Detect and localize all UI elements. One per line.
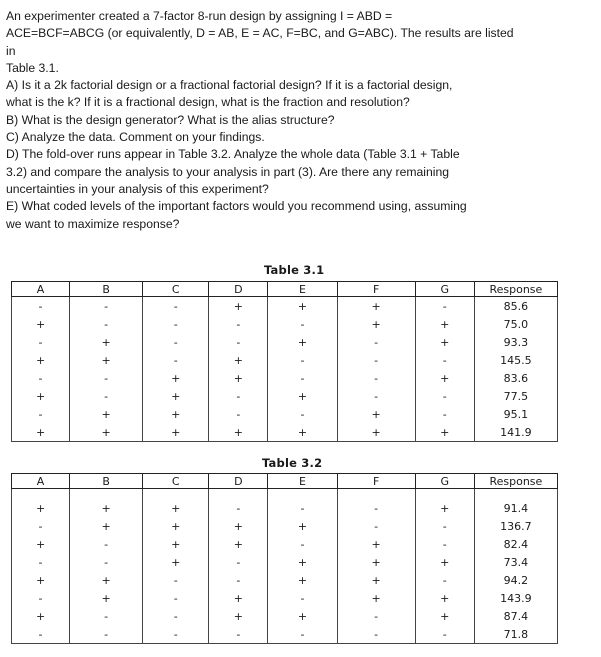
level-cell: -	[337, 607, 415, 625]
problem-line: D) The fold-over runs appear in Table 3.2. Analyze the whole data (Table 3.1 + Table	[6, 147, 460, 162]
level-cell: +	[70, 351, 143, 369]
level-cell: -	[12, 369, 70, 387]
level-cell: -	[337, 369, 415, 387]
response-cell: 87.4	[474, 607, 557, 625]
problem-line: what is the k? If it is a fractional design, what is the fraction and resolution?	[6, 95, 410, 110]
level-cell: -	[415, 571, 474, 589]
level-cell: +	[268, 607, 337, 625]
level-cell: +	[415, 315, 474, 333]
table-row	[12, 423, 558, 442]
level-cell: +	[337, 423, 415, 442]
level-cell: -	[143, 625, 209, 644]
level-cell: -	[209, 387, 268, 405]
level-cell: -	[268, 499, 337, 517]
level-cell: -	[12, 625, 70, 644]
column-header: E	[268, 474, 337, 489]
level-cell: +	[12, 423, 70, 442]
level-cell: -	[415, 405, 474, 423]
level-cell: -	[268, 535, 337, 553]
level-cell: -	[143, 589, 209, 607]
level-cell: -	[143, 571, 209, 589]
level-cell: +	[12, 571, 70, 589]
level-cell: -	[70, 607, 143, 625]
problem-line: uncertainties in your analysis of this experiment?	[6, 181, 269, 196]
problem-line: A) Is it a 2k factorial design or a fractional factorial design? If it is a factorial design,	[6, 78, 453, 93]
level-cell: -	[143, 315, 209, 333]
level-cell: +	[143, 369, 209, 387]
column-header: D	[209, 474, 268, 489]
level-cell: -	[143, 333, 209, 351]
level-cell: +	[70, 423, 143, 442]
level-cell: +	[415, 333, 474, 351]
level-cell: +	[337, 405, 415, 423]
spacer-row	[12, 489, 558, 500]
level-cell: +	[70, 571, 143, 589]
level-cell: -	[337, 499, 415, 517]
table-row	[12, 517, 558, 535]
level-cell: +	[70, 589, 143, 607]
level-cell: +	[143, 405, 209, 423]
level-cell: +	[415, 553, 474, 571]
table-row	[12, 535, 558, 553]
column-header: E	[268, 282, 337, 297]
level-cell: +	[415, 369, 474, 387]
level-cell: +	[337, 535, 415, 553]
table-3-1	[11, 281, 558, 442]
problem-line: B) What is the design generator? What is the alias structure?	[6, 112, 335, 127]
column-header: C	[143, 282, 209, 297]
problem-line: C) Analyze the data. Comment on your findings.	[6, 130, 265, 145]
response-cell: 75.0	[474, 315, 557, 333]
table-row	[12, 607, 558, 625]
level-cell: -	[209, 499, 268, 517]
level-cell: +	[209, 351, 268, 369]
table-row	[12, 351, 558, 369]
level-cell: -	[415, 351, 474, 369]
level-cell: -	[209, 315, 268, 333]
level-cell: +	[70, 333, 143, 351]
spacer-cell	[268, 489, 337, 500]
response-cell: 143.9	[474, 589, 557, 607]
level-cell: -	[415, 517, 474, 535]
level-cell: +	[337, 571, 415, 589]
level-cell: +	[209, 423, 268, 442]
table2-title: Table 3.2	[262, 456, 323, 470]
response-cell: 145.5	[474, 351, 557, 369]
level-cell: +	[143, 553, 209, 571]
response-cell: 91.4	[474, 499, 557, 517]
level-cell: -	[12, 589, 70, 607]
table-row	[12, 369, 558, 387]
level-cell: +	[337, 553, 415, 571]
level-cell: +	[143, 535, 209, 553]
column-header: Response	[474, 282, 557, 297]
level-cell: +	[415, 499, 474, 517]
level-cell: +	[337, 315, 415, 333]
level-cell: +	[12, 387, 70, 405]
problem-line: in	[6, 43, 16, 58]
level-cell: +	[268, 333, 337, 351]
response-cell: 73.4	[474, 553, 557, 571]
spacer-cell	[415, 489, 474, 500]
level-cell: +	[143, 499, 209, 517]
problem-line: ACE=BCF=ABCG (or equivalently, D = AB, E = AC, F=BC, and G=ABC). The results are listed	[6, 26, 514, 41]
level-cell: -	[12, 517, 70, 535]
level-cell: +	[143, 387, 209, 405]
level-cell: -	[415, 297, 474, 316]
column-header: D	[209, 282, 268, 297]
spacer-cell	[474, 489, 557, 500]
level-cell: +	[415, 589, 474, 607]
level-cell: +	[268, 553, 337, 571]
level-cell: +	[209, 369, 268, 387]
level-cell: +	[268, 297, 337, 316]
table-row	[12, 297, 558, 316]
column-header: A	[12, 474, 70, 489]
table-row	[12, 589, 558, 607]
level-cell: -	[70, 369, 143, 387]
level-cell: -	[209, 625, 268, 644]
response-cell: 95.1	[474, 405, 557, 423]
level-cell: -	[143, 297, 209, 316]
level-cell: -	[268, 405, 337, 423]
level-cell: -	[337, 333, 415, 351]
level-cell: +	[268, 423, 337, 442]
level-cell: -	[209, 405, 268, 423]
level-cell: -	[268, 625, 337, 644]
table-row	[12, 333, 558, 351]
level-cell: -	[143, 351, 209, 369]
problem-line: Table 3.1.	[6, 60, 59, 75]
level-cell: -	[268, 315, 337, 333]
level-cell: -	[415, 535, 474, 553]
spacer-cell	[70, 489, 143, 500]
column-header: G	[415, 282, 474, 297]
level-cell: -	[70, 297, 143, 316]
level-cell: +	[268, 387, 337, 405]
level-cell: +	[415, 607, 474, 625]
level-cell: -	[70, 535, 143, 553]
spacer-cell	[209, 489, 268, 500]
column-header: F	[337, 282, 415, 297]
level-cell: -	[209, 553, 268, 571]
table-row	[12, 315, 558, 333]
table-row	[12, 625, 558, 644]
response-cell: 136.7	[474, 517, 557, 535]
table1-title: Table 3.1	[264, 263, 325, 277]
level-cell: +	[415, 423, 474, 442]
response-cell: 77.5	[474, 387, 557, 405]
response-cell: 83.6	[474, 369, 557, 387]
level-cell: -	[415, 387, 474, 405]
problem-line: we want to maximize response?	[6, 216, 180, 231]
table-row	[12, 553, 558, 571]
level-cell: -	[268, 589, 337, 607]
table-row	[12, 405, 558, 423]
level-cell: +	[12, 535, 70, 553]
level-cell: +	[143, 423, 209, 442]
level-cell: -	[415, 625, 474, 644]
column-header: F	[337, 474, 415, 489]
level-cell: -	[70, 315, 143, 333]
table-row	[12, 499, 558, 517]
level-cell: +	[209, 535, 268, 553]
spacer-cell	[12, 489, 70, 500]
level-cell: +	[12, 315, 70, 333]
level-cell: -	[12, 297, 70, 316]
level-cell: -	[143, 607, 209, 625]
level-cell: -	[337, 625, 415, 644]
level-cell: +	[143, 517, 209, 535]
level-cell: -	[337, 517, 415, 535]
level-cell: +	[337, 589, 415, 607]
column-header: G	[415, 474, 474, 489]
table-row	[12, 387, 558, 405]
column-header: B	[70, 474, 143, 489]
spacer-cell	[143, 489, 209, 500]
level-cell: +	[70, 517, 143, 535]
level-cell: -	[209, 571, 268, 589]
level-cell: +	[209, 517, 268, 535]
level-cell: -	[12, 333, 70, 351]
level-cell: +	[268, 517, 337, 535]
column-header: B	[70, 282, 143, 297]
column-header: A	[12, 282, 70, 297]
level-cell: -	[70, 553, 143, 571]
level-cell: +	[70, 499, 143, 517]
table-row	[12, 571, 558, 589]
level-cell: -	[268, 351, 337, 369]
column-header: Response	[474, 474, 557, 489]
level-cell: -	[70, 625, 143, 644]
response-cell: 93.3	[474, 333, 557, 351]
level-cell: +	[209, 589, 268, 607]
level-cell: +	[70, 405, 143, 423]
spacer-cell	[337, 489, 415, 500]
response-cell: 85.6	[474, 297, 557, 316]
level-cell: +	[209, 607, 268, 625]
table-3-2	[11, 473, 558, 644]
problem-line: An experimenter created a 7-factor 8-run design by assigning I = ABD =	[6, 9, 393, 23]
level-cell: -	[12, 553, 70, 571]
problem-line: E) What coded levels of the important factors would you recommend using, assuming	[6, 199, 467, 214]
level-cell: +	[337, 297, 415, 316]
level-cell: -	[12, 405, 70, 423]
level-cell: +	[268, 571, 337, 589]
level-cell: -	[268, 369, 337, 387]
response-cell: 71.8	[474, 625, 557, 644]
level-cell: -	[337, 387, 415, 405]
level-cell: +	[12, 499, 70, 517]
problem-statement	[6, 8, 596, 233]
response-cell: 94.2	[474, 571, 557, 589]
problem-line: 3.2) and compare the analysis to your analysis in part (3). Are there any remaining	[6, 164, 450, 179]
response-cell: 82.4	[474, 535, 557, 553]
column-header: C	[143, 474, 209, 489]
level-cell: +	[12, 351, 70, 369]
level-cell: +	[209, 297, 268, 316]
level-cell: +	[12, 607, 70, 625]
level-cell: -	[70, 387, 143, 405]
level-cell: -	[209, 333, 268, 351]
level-cell: -	[337, 351, 415, 369]
response-cell: 141.9	[474, 423, 557, 442]
